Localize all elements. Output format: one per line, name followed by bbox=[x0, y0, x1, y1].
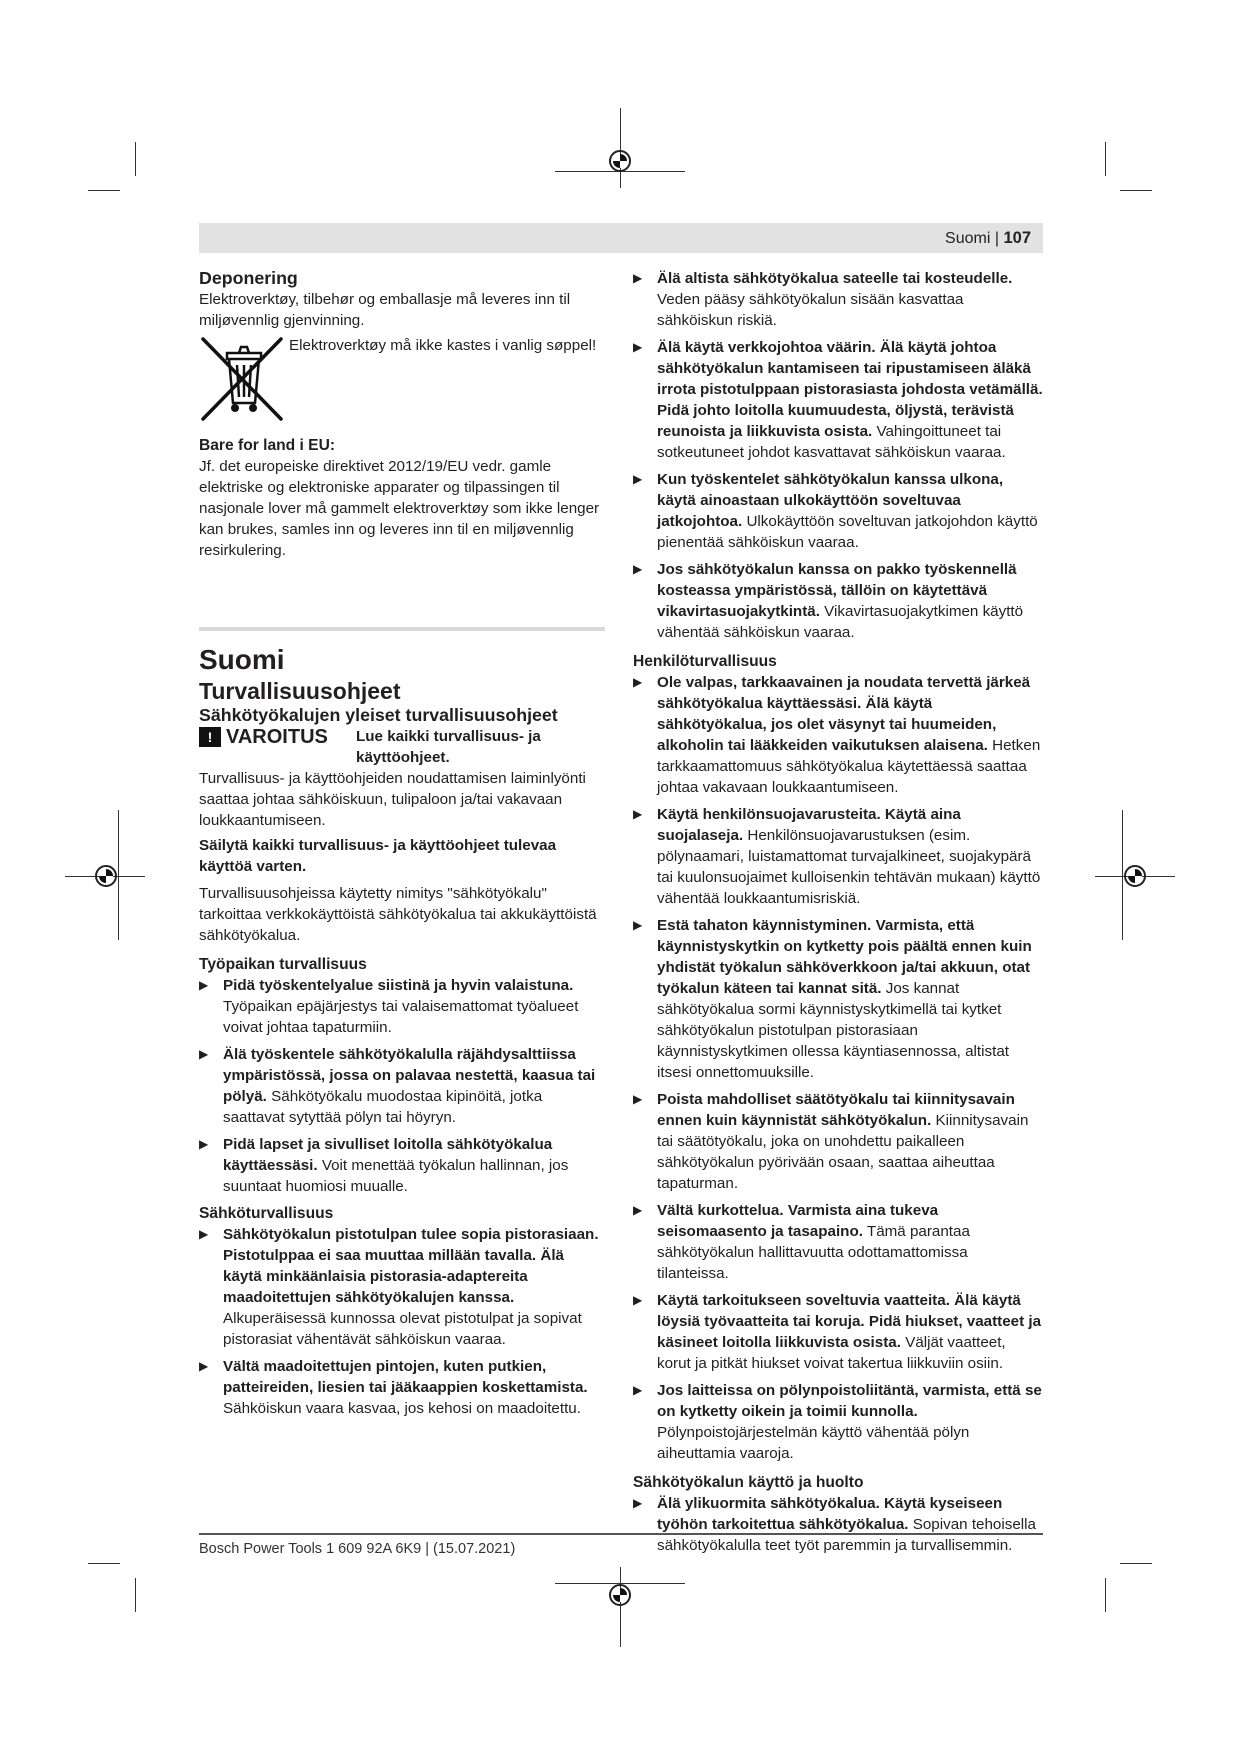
list-item: ▶ Kun työskentelet sähkötyökalun kanssa ulkona, käytä ainoastaan ulkokäyttöön soveltuvaa jatkojohtoa. Ulkokäyttöön soveltuvan jatkojohdon käyttö pienentää sähköiskun vaaraa. bbox=[633, 469, 1043, 553]
warning-text: Turvallisuus- ja käyttöohjeiden noudattamisen laiminlyönti saattaa johtaa sähköiskuun, tulipaloon ja/tai vakavaan loukkaantumiseen. bbox=[199, 770, 586, 829]
list-item: ▶ Jos sähkötyökalun kanssa on pakko työskennellä kosteassa ympäristössä, tällöin on käytettävä vikavirtasuojakytkintä. Vikavirtasuojakytkimen käyttö vähentää sähköiskun vaaraa. bbox=[633, 559, 1043, 643]
crop-mark bbox=[1105, 1578, 1106, 1612]
language-divider bbox=[199, 627, 605, 631]
registration-target-icon bbox=[609, 150, 631, 172]
page-header bbox=[199, 223, 1043, 253]
crop-mark bbox=[1105, 142, 1106, 176]
list-item: ▶ Käytä tarkoitukseen soveltuvia vaatteita. Älä käytä löysiä työvaatteita tai koruja. Pidä hiukset, vaatteet ja käsineet loitolla liikkuvista osista. Väljät vaatteet, korut ja pitkät hiukset voivat takertua liikkuviin osiin. bbox=[633, 1290, 1043, 1374]
list-item: ▶ Jos laitteissa on pölynpoistoliitäntä, varmista, että se on kytketty oikein ja toimii kunnolla. Pölynpoistojärjestelmän käyttö vähentää pölyn aiheuttamia vaaroja. bbox=[633, 1380, 1043, 1464]
section-title-deponering: Deponering bbox=[199, 268, 298, 288]
warning-label-text: VAROITUS bbox=[226, 726, 328, 748]
list-item: ▶ Estä tahaton käynnistyminen. Varmista, että käynnistyskytkin on kytketty pois päältä ennen kuin yhdistät työkalun sähköverkkoon ja/tai akkuun, otat työkalun käteen tai kannat sitä. Jos kannat sähkötyökalua sormi käynnistyskytkimellä tai kytket sähkötyökalun pistotulpan pistorasiaan käynnistyskytkimen ollessa käyntiasennossa, altistat itsesi onnettomuuksille. bbox=[633, 915, 1043, 1083]
warning-bold: Lue kaikki turvallisuus- ja käyttöohjeet. bbox=[356, 728, 541, 766]
subsection-title-electrical: Sähköturvallisuus bbox=[199, 1205, 334, 1222]
crop-mark bbox=[1120, 1563, 1152, 1564]
language-title: Suomi bbox=[199, 644, 285, 675]
list-item: ▶ Älä käytä verkkojohtoa väärin. Älä käytä johtoa sähkötyökalun kantamiseen tai ripustamiseen äläkä irrota pistotulppaan pistorasiasta johdosta vetämällä. Pidä johto loitolla kuumuudesta, öljystä, terävistä reunoista ja liikkuvista osista. Vahingoittuneet tai sotkeutuneet johdot kasvattavat sähköiskun vaaraa. bbox=[633, 337, 1043, 463]
crop-mark bbox=[135, 1578, 136, 1612]
right-column bbox=[633, 268, 1043, 1562]
registration-line bbox=[118, 810, 119, 940]
page-header-text: Suomi | 107 bbox=[945, 229, 1031, 247]
list-item: ▶ Ole valpas, tarkkaavainen ja noudata tervettä järkeä sähkötyökalua käyttäessäsi. Älä käytä sähkötyökalua, jos olet väsynyt tai huumeiden, alkoholin tai lääkkeiden vaikutuksen alaisena. Hetken tarkkaamattomuus sähkötyökalua käytettäessä saattaa johtaa vakavaan loukkaantumiseen. bbox=[633, 672, 1043, 798]
registration-target-icon bbox=[1124, 865, 1146, 887]
weee-note: Elektroverktøy må ikke kastes i vanlig søppel! bbox=[289, 337, 597, 354]
crop-mark bbox=[1120, 190, 1152, 191]
list-item: ▶ Pidä työskentelyalue siistinä ja hyvin valaistuna. Työpaikan epäjärjestys tai valaisemattomat työalueet voivat johtaa tapaturmiin. bbox=[199, 975, 605, 1038]
warning-label bbox=[199, 726, 356, 748]
weee-row bbox=[199, 333, 605, 423]
list-item: ▶ Vältä maadoitettujen pintojen, kuten putkien, patteireiden, liesien tai jääkaappien koskettamista. Sähköiskun vaara kasvaa, jos kehosi on maadoitettu. bbox=[199, 1356, 605, 1419]
registration-line bbox=[620, 1567, 621, 1647]
keep-instructions: Säilytä kaikki turvallisuus- ja käyttöohjeet tulevaa käyttöä varten. bbox=[199, 837, 557, 875]
deponering-text: Elektroverktøy, tilbehør og emballasje må leveres inn til miljøvennlig gjenvinning. bbox=[199, 291, 571, 329]
term-definition: Turvallisuusohjeissa käytetty nimitys "sähkötyökalu" tarkoittaa verkkokäyttöistä sähkötyökalua tai akkukäyttöistä sähkötyökalua. bbox=[199, 885, 597, 944]
crossed-out-bin-icon bbox=[199, 333, 287, 423]
left-column bbox=[199, 268, 605, 1425]
eu-text: Jf. det europeiske direktivet 2012/19/EU vedr. gamle elektriske og elektroniske apparater og tilpassingen til nasjonale lover må gammelt elektroverktøy som ikke lenger kan brukes, samles inn og leveres inn til en miljøvennlig resirkulering. bbox=[199, 458, 600, 559]
eu-title: Bare for land i EU: bbox=[199, 437, 336, 454]
list-item: ▶ Vältä kurkottelua. Varmista aina tukeva seisomaasento ja tasapaino. Tämä parantaa sähkötyökalun hallittavuutta odottamattomissa tilanteissa. bbox=[633, 1200, 1043, 1284]
registration-line bbox=[1122, 810, 1123, 940]
list-item: ▶ Sähkötyökalun pistotulpan tulee sopia pistorasiaan. Pistotulppaa ei saa muuttaa millään tavalla. Älä käytä minkäänlaisia pistorasia-adaptereita maadoitettujen sähkötyökalujen kanssa. Alkuperäisessä kunnossa olevat pistotulpat ja sopivat pistorasiat vähentävät sähköiskun vaaraa. bbox=[199, 1224, 605, 1350]
list-item: ▶ Älä ylikuormita sähkötyökalua. Käytä kyseiseen työhön tarkoitettua sähkötyökalua. Sopivan tehoisella sähkötyökalulla teet työt paremmin ja turvallisemmin. bbox=[633, 1493, 1043, 1556]
list-item: ▶ Poista mahdolliset säätötyökalu tai kiinnitysavain ennen kuin käynnistät sähkötyökalun. Kiinnitysavain tai säätötyökalu, joka on unohdettu paikalleen sähkötyökalun pyörivään osaan, saattaa aiheuttaa tapaturman. bbox=[633, 1089, 1043, 1194]
list-item: ▶ Älä altista sähkötyökalua sateelle tai kosteudelle. Veden pääsy sähkötyökalun sisään kasvattaa sähköiskun riskiä. bbox=[633, 268, 1043, 331]
page-title: Turvallisuusohjeet bbox=[199, 678, 401, 704]
registration-target-icon bbox=[95, 865, 117, 887]
list-item: ▶ Käytä henkilönsuojavarusteita. Käytä aina suojalaseja. Henkilönsuojavarustuksen (esim. pölynaamari, luistamattomat turvajalkineet, suojakypärä tai kuulonsuojaimet kulloisenkin tehtävän mukaan) käyttö vähentää loukkaantumisriskiä. bbox=[633, 804, 1043, 909]
warning-block bbox=[199, 726, 605, 768]
page-number: 107 bbox=[1003, 229, 1031, 247]
registration-target-icon bbox=[609, 1584, 631, 1606]
list-item: ▶ Pidä lapset ja sivulliset loitolla sähkötyökalua käyttäessäsi. Voit menettää työkalun hallinnan, jos suuntaat huomiosi muualle. bbox=[199, 1134, 605, 1197]
registration-line bbox=[620, 108, 621, 188]
footer-rule bbox=[199, 1533, 1043, 1535]
subsection-title-workplace: Työpaikan turvallisuus bbox=[199, 956, 367, 973]
list-item: ▶ Älä työskentele sähkötyökalulla räjähdysalttiissa ympäristössä, jossa on palavaa nestettä, kaasua tai pölyä. Sähkötyökalu muodostaa kipinöitä, jotka saattavat sytyttää pölyn tai höyryn. bbox=[199, 1044, 605, 1128]
subsection-title-personal: Henkilöturvallisuus bbox=[633, 653, 777, 670]
page-footer: Bosch Power Tools 1 609 92A 6K9 | (15.07.2021) bbox=[199, 1541, 516, 1557]
crop-mark bbox=[135, 142, 136, 176]
crop-mark bbox=[88, 190, 120, 191]
section-title-general: Sähkötyökalujen yleiset turvallisuusohjeet bbox=[199, 705, 558, 725]
subsection-title-usage: Sähkötyökalun käyttö ja huolto bbox=[633, 1474, 864, 1491]
warning-icon: ! bbox=[199, 727, 221, 747]
crop-mark bbox=[88, 1563, 120, 1564]
